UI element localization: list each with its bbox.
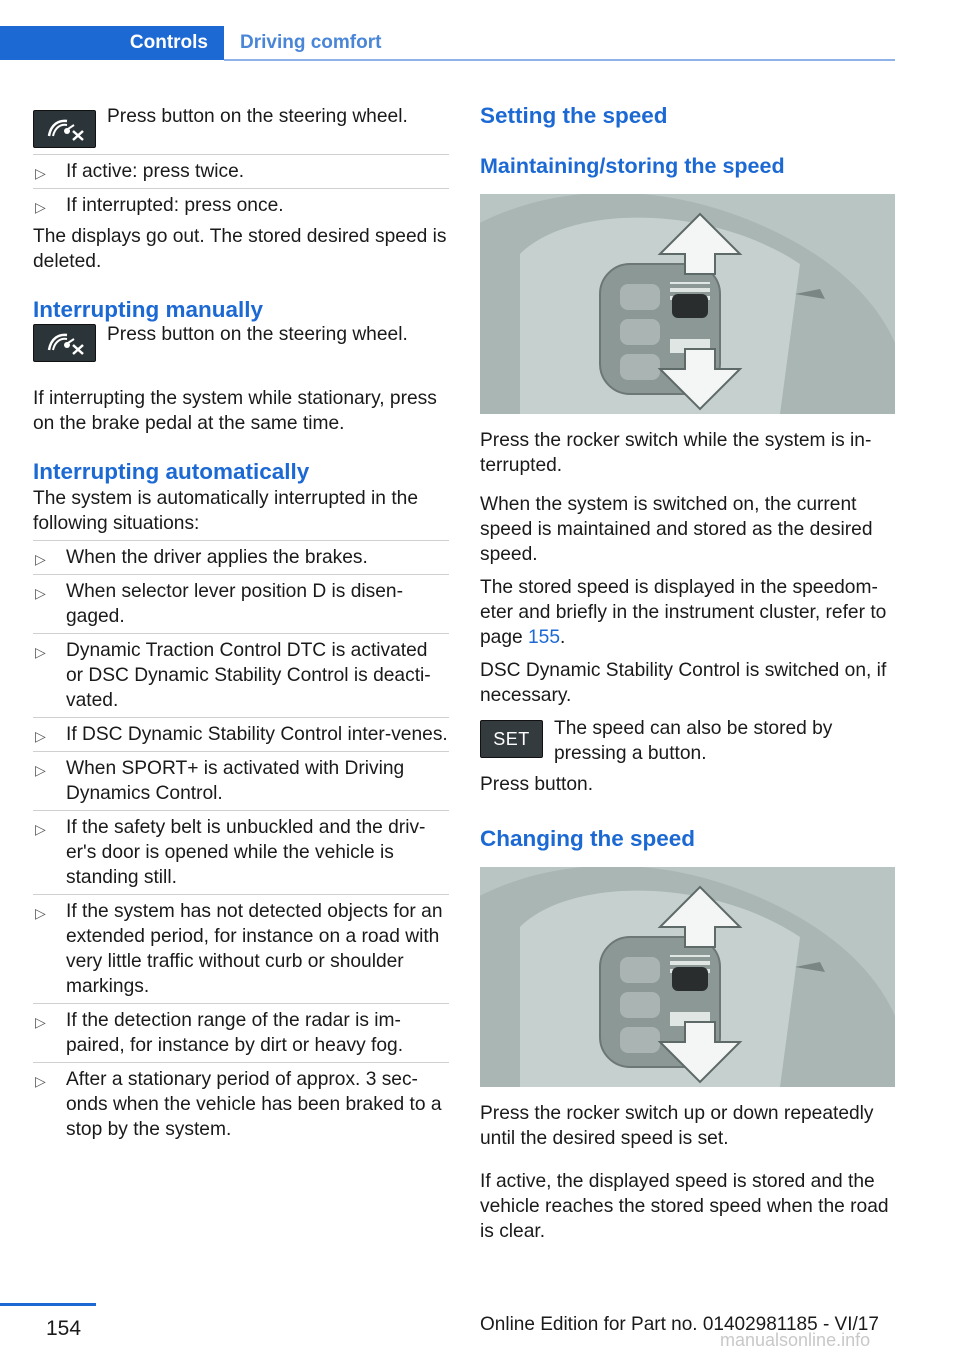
paragraph-deleted: The displays go out. The stored desired speed is deleted. (33, 226, 447, 272)
page-header (0, 26, 895, 62)
right-column (480, 96, 896, 1252)
button-instruction-1 (33, 96, 449, 160)
paragraph-switched-on: When the system is switched on, the current speed is maintained and stored as the desired speed. (480, 494, 873, 565)
heading-interrupting-manually: Interrupting manually (33, 297, 264, 322)
paragraph-press-button: Press button. (480, 774, 594, 795)
watermark: manualsonline.info (720, 1330, 871, 1350)
list-item: ▷ If interrupted: press once. (33, 188, 449, 222)
triangle-bullet-icon: ▷ (35, 1073, 46, 1089)
paragraph-dsc: DSC Dynamic Stability Control is switched on, if necessary. (480, 660, 887, 706)
heading-changing-the-speed: Changing the speed (480, 826, 696, 851)
triangle-bullet-icon: ▷ (35, 762, 46, 778)
cruise-control-button-icon (33, 324, 96, 362)
tab-controls[interactable]: Controls (0, 26, 224, 60)
list-item: ▷ If DSC Dynamic Stability Control inter‐venes. (33, 717, 449, 751)
list-item: ▷ If active: press twice. (33, 154, 449, 188)
heading-maintaining-storing: Maintaining/storing the speed (480, 154, 785, 178)
auto-interrupt-list (33, 540, 449, 1146)
triangle-bullet-icon: ▷ (35, 1014, 46, 1030)
set-button-instruction (480, 716, 896, 772)
list-item: ▷ When the driver applies the brakes. (33, 540, 449, 574)
triangle-bullet-icon: ▷ (35, 728, 46, 744)
steering-wheel-rocker-figure-2 (480, 867, 895, 1087)
list-item: ▷ If the safety belt is unbuckled and the driv‐er's door is opened while the vehicle is standing still. (33, 810, 449, 894)
cruise-control-button-icon (33, 110, 96, 148)
tab-driving-comfort[interactable]: Driving comfort (240, 32, 382, 53)
list-item: ▷ When selector lever position D is disen‐gaged. (33, 574, 449, 633)
heading-interrupting-automatically: Interrupting automatically (33, 459, 310, 484)
heading-setting-the-speed: Setting the speed (480, 103, 668, 128)
button-instruction-2 (33, 322, 449, 386)
paragraph-if-active: If active, the displayed speed is stored and the vehicle reaches the stored speed when the road is clear. (480, 1171, 889, 1242)
edition-text: Online Edition for Part no. 01402981185 - VI/17 (480, 1314, 879, 1335)
page-reference-link[interactable]: 155 (528, 627, 561, 648)
triangle-bullet-icon: ▷ (35, 585, 46, 601)
press-count-list (33, 154, 449, 222)
steering-wheel-rocker-figure-1 (480, 194, 895, 414)
triangle-bullet-icon: ▷ (35, 644, 46, 660)
triangle-bullet-icon: ▷ (35, 165, 46, 181)
triangle-bullet-icon: ▷ (35, 905, 46, 921)
paragraph-up-down: Press the rocker switch up or down repeatedly until the desired speed is set. (480, 1103, 874, 1149)
triangle-bullet-icon: ▷ (35, 199, 46, 215)
button-instruction-text-2: Press button on the steering wheel. (107, 324, 408, 345)
header-rule (224, 59, 895, 61)
list-item: ▷ If the detection range of the radar is im‐paired, for instance by dirt or heavy fog. (33, 1003, 449, 1062)
page-number: 154 (46, 1317, 82, 1340)
paragraph-rocker: Press the rocker switch while the system is in‐terrupted. (480, 430, 872, 476)
set-button-icon: SET (480, 720, 543, 758)
button-instruction-text-1: Press button on the steering wheel. (107, 106, 408, 127)
list-item: ▷ If the system has not detected objects for an extended period, for instance on a road with very little traffic without curb or shoulder markings. (33, 894, 449, 1003)
list-item: ▷ After a stationary period of approx. 3 sec‐onds when the vehicle has been braked to a stop by the system. (33, 1062, 449, 1146)
list-item: ▷ Dynamic Traction Control DTC is activated or DSC Dynamic Stability Control is deacti‐vated. (33, 633, 449, 717)
paragraph-auto-intro: The system is automatically interrupted in the following situations: (33, 488, 418, 534)
set-button-text: The speed can also be stored by pressing a button. (554, 718, 833, 764)
left-column (33, 96, 449, 1146)
triangle-bullet-icon: ▷ (35, 821, 46, 837)
paragraph-stationary: If interrupting the system while stationary, press on the brake pedal at the same time. (33, 388, 437, 434)
list-item: ▷ When SPORT+ is activated with Driving Dynamics Control. (33, 751, 449, 810)
triangle-bullet-icon: ▷ (35, 551, 46, 567)
footer-accent-line (0, 1303, 96, 1306)
paragraph-stored-speed: The stored speed is displayed in the speedom‐eter and briefly in the instrument cluster, refer to page 155. (480, 577, 887, 648)
